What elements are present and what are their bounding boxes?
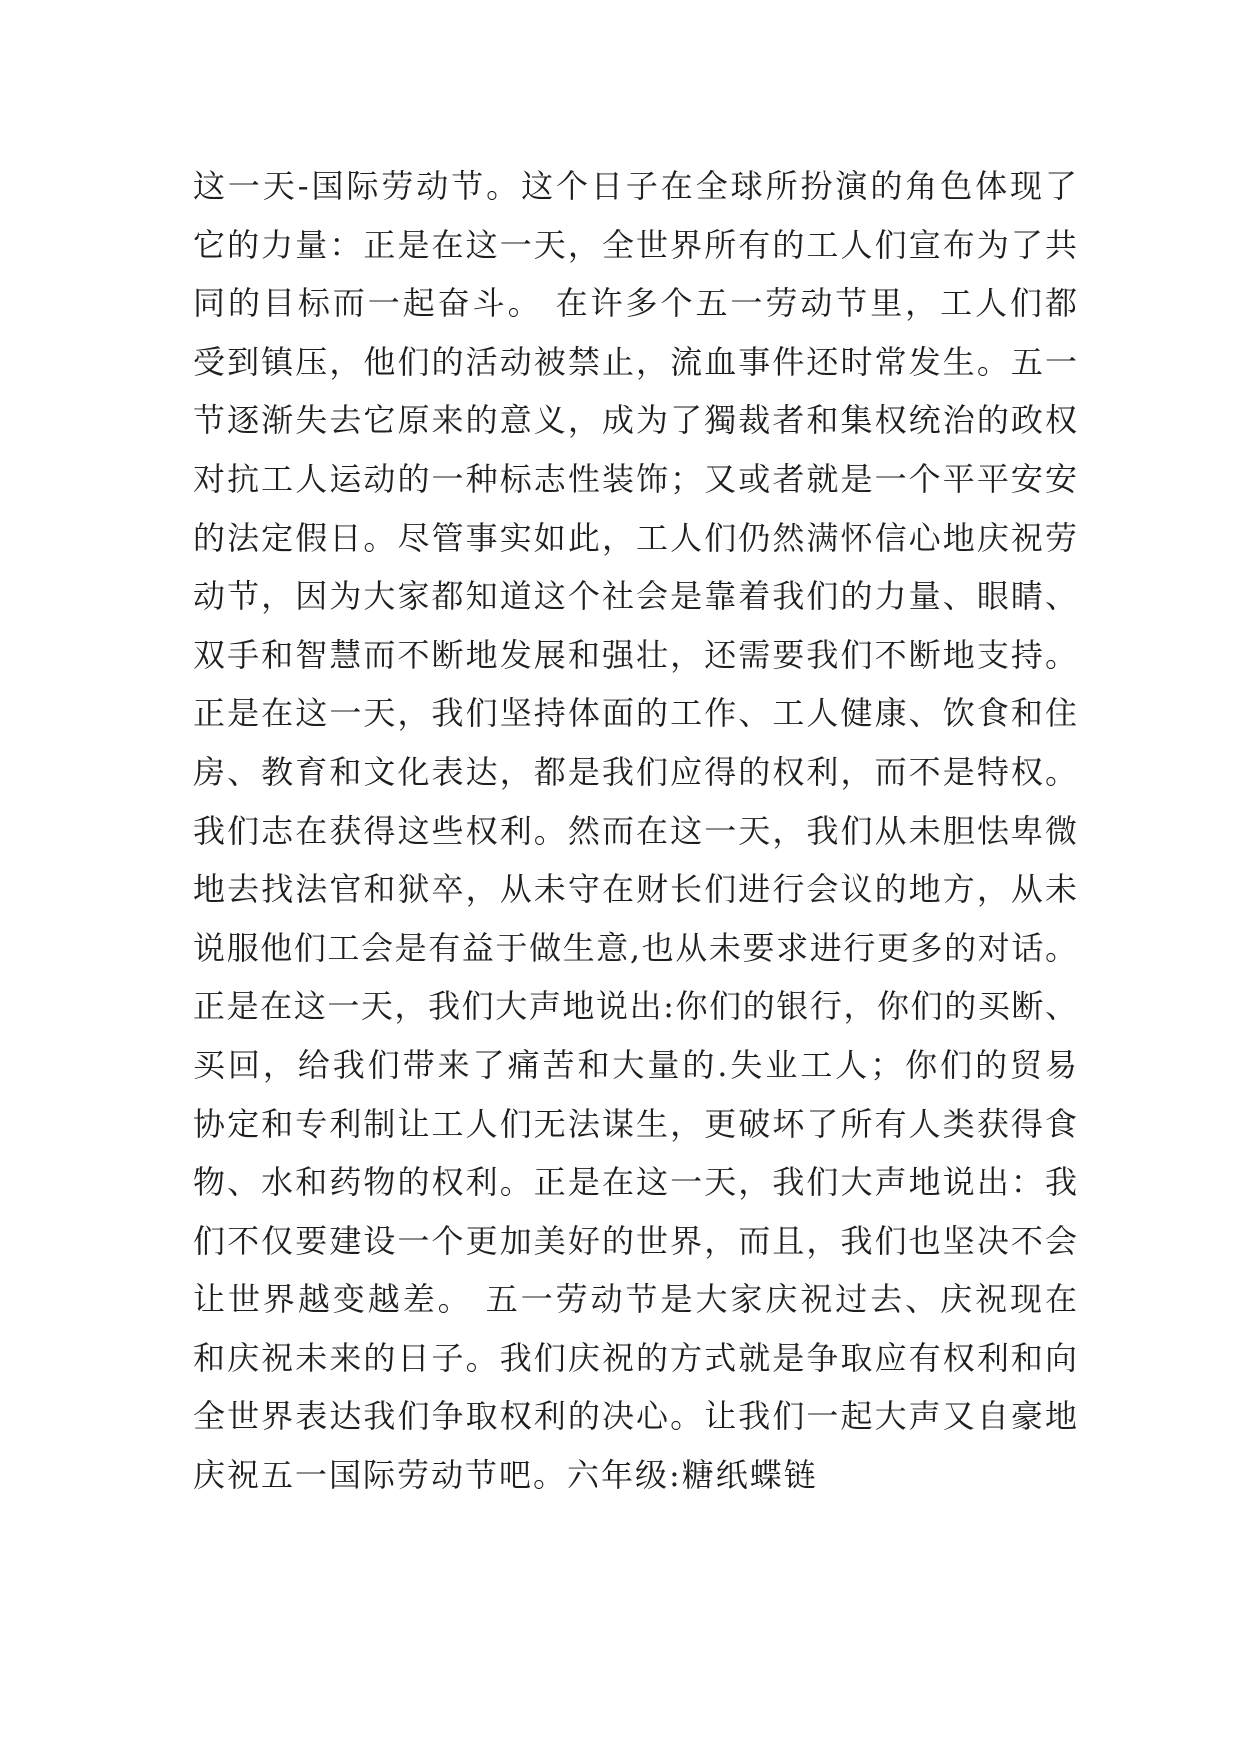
body-text bbox=[193, 157, 1077, 1505]
text-line: 全世界表达我们争取权利的决心。让我们一起大声又自豪地 bbox=[193, 1397, 1077, 1436]
text-line: 同的目标而一起奋斗。 在许多个五一劳动节里，工人们都 bbox=[193, 284, 1077, 323]
text-line: 们不仅要建设一个更加美好的世界，而且，我们也坚决不会 bbox=[193, 1221, 1077, 1260]
text-line: 说服他们工会是有益于做生意,也从未要求进行更多的对话。 bbox=[193, 928, 1077, 967]
text-line: 和庆祝未来的日子。我们庆祝的方式就是争取应有权利和向 bbox=[193, 1338, 1077, 1377]
text-line: 买回，给我们带来了痛苦和大量的.失业工人；你们的贸易 bbox=[193, 1045, 1077, 1084]
text-line: 让世界越变越差。 五一劳动节是大家庆祝过去、庆祝现在 bbox=[193, 1280, 1077, 1319]
text-line: 动节，因为大家都知道这个社会是靠着我们的力量、眼睛、 bbox=[193, 577, 1077, 616]
text-line: 受到镇压，他们的活动被禁止，流血事件还时常发生。五一 bbox=[193, 342, 1077, 381]
text-line: 物、水和药物的权利。正是在这一天，我们大声地说出：我 bbox=[193, 1163, 1077, 1202]
text-line: 正是在这一天，我们大声地说出:你们的银行，你们的买断、 bbox=[193, 987, 1077, 1026]
text-line: 这一天-国际劳动节。这个日子在全球所扮演的角色体现了 bbox=[193, 167, 1077, 205]
text-line: 双手和智慧而不断地发展和强壮，还需要我们不断地支持。 bbox=[193, 635, 1077, 674]
text-line: 房、教育和文化表达，都是我们应得的权利，而不是特权。 bbox=[193, 752, 1077, 791]
text-line: 地去找法官和狱卒，从未守在财长们进行会议的地方，从未 bbox=[193, 870, 1077, 909]
text-line: 正是在这一天，我们坚持体面的工作、工人健康、饮食和住 bbox=[193, 694, 1077, 733]
text-line: 它的力量：正是在这一天，全世界所有的工人们宣布为了共 bbox=[193, 225, 1077, 264]
text-line: 的法定假日。尽管事实如此，工人们仍然满怀信心地庆祝劳 bbox=[193, 518, 1077, 557]
text-line: 协定和专利制让工人们无法谋生，更破坏了所有人类获得食 bbox=[193, 1104, 1077, 1143]
text-line-signature: 庆祝五一国际劳动节吧。六年级:糖纸蝶链 bbox=[193, 1456, 818, 1495]
text-line: 对抗工人运动的一种标志性装饰；又或者就是一个平平安安 bbox=[193, 459, 1077, 498]
text-line: 节逐渐失去它原来的意义，成为了獨裁者和集权统治的政权 bbox=[193, 401, 1077, 440]
text-line: 我们志在获得这些权利。然而在这一天，我们从未胆怯卑微 bbox=[193, 811, 1077, 850]
